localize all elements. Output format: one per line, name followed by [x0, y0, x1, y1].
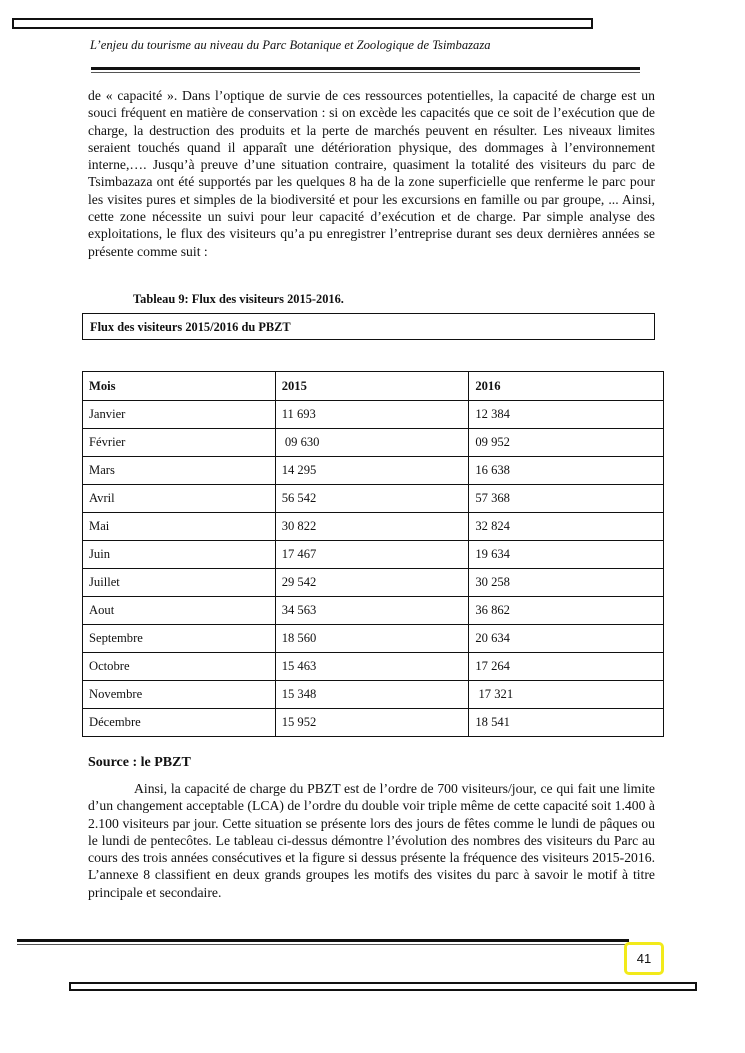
header-cell-2016: 2016: [469, 372, 664, 401]
table-row: [83, 457, 664, 485]
intro-paragraph: de « capacité ». Dans l’optique de survie de ces ressources potentielles, la capacité de charge est un souci fréquent en matière de conservation : si on excède les capacités que ce soit de l’exécution que de charge, la destruction des produits et la perte de marchés peuvent en résulter. Les niveaux limites seraient touchés quand il apparaît une détérioration physique, des dommages à l’environnement interne,…. Jusqu’à preuve d’une situation contraire, quasiment la totalité des visiteurs du parc de Tsimbazaza ont été supportés par les quelques 8 ha de la zone superficielle que renferme le parc pour les visites pures et simples de la biodiversité et pour les excursions en famille ou par groupe, ... Ainsi, cette zone nécessite un suivi pour leur capacité d’exécution et de charge. Par simple analyse des exploitations, le flux des visiteurs qu’a pu enregistrer l’entreprise durant ses deux dernières années se présente comme suit :: [88, 88, 655, 259]
table-header-row: [83, 372, 664, 401]
value-2015-cell: 56 542: [275, 485, 469, 513]
value-2016-cell: 19 634: [469, 541, 664, 569]
running-header-title: L’enjeu du tourisme au niveau du Parc Botanique et Zoologique de Tsimbazaza: [90, 38, 491, 52]
table-row: [83, 597, 664, 625]
header-frame: [12, 18, 593, 29]
value-2015-cell: 15 348: [275, 681, 469, 709]
month-cell: Mai: [83, 513, 276, 541]
month-cell: Juin: [83, 541, 276, 569]
value-2016-cell: 09 952: [469, 429, 664, 457]
value-2016-cell: 17 321: [469, 681, 664, 709]
table-row: [83, 681, 664, 709]
table-caption: Tableau 9: Flux des visiteurs 2015-2016.: [133, 292, 344, 306]
value-2015-cell: 11 693: [275, 401, 469, 429]
value-2016-cell: 18 541: [469, 709, 664, 737]
value-2015-cell: 09 630: [275, 429, 469, 457]
month-cell: Février: [83, 429, 276, 457]
value-2016-cell: 17 264: [469, 653, 664, 681]
month-cell: Novembre: [83, 681, 276, 709]
month-cell: Mars: [83, 457, 276, 485]
table-row: [83, 485, 664, 513]
value-2015-cell: 14 295: [275, 457, 469, 485]
footer-rule: [17, 939, 629, 942]
value-2016-cell: 16 638: [469, 457, 664, 485]
value-2016-cell: 20 634: [469, 625, 664, 653]
value-2015-cell: 17 467: [275, 541, 469, 569]
visitor-flow-table: [82, 371, 664, 737]
table-source: Source : le PBZT: [88, 755, 191, 770]
table-row: [83, 429, 664, 457]
table-title-box: Flux des visiteurs 2015/2016 du PBZT: [82, 313, 655, 340]
header-cell-2015: 2015: [275, 372, 469, 401]
header-rule: [91, 67, 640, 70]
month-cell: Septembre: [83, 625, 276, 653]
value-2015-cell: 18 560: [275, 625, 469, 653]
table-row: [83, 569, 664, 597]
value-2015-cell: 15 952: [275, 709, 469, 737]
month-cell: Avril: [83, 485, 276, 513]
header-rule-thin: [91, 72, 640, 73]
table-row: [83, 653, 664, 681]
value-2015-cell: 15 463: [275, 653, 469, 681]
value-2016-cell: 36 862: [469, 597, 664, 625]
table-row: [83, 625, 664, 653]
value-2016-cell: 30 258: [469, 569, 664, 597]
value-2016-cell: 32 824: [469, 513, 664, 541]
table-row: [83, 401, 664, 429]
month-cell: Octobre: [83, 653, 276, 681]
footer-rule-thin: [17, 944, 629, 945]
value-2016-cell: 57 368: [469, 485, 664, 513]
month-cell: Janvier: [83, 401, 276, 429]
table-row: [83, 541, 664, 569]
month-cell: Décembre: [83, 709, 276, 737]
footer-frame: [69, 982, 697, 991]
table-row: [83, 709, 664, 737]
month-cell: Aout: [83, 597, 276, 625]
value-2016-cell: 12 384: [469, 401, 664, 429]
table-row: [83, 513, 664, 541]
month-cell: Juillet: [83, 569, 276, 597]
closing-paragraph: Ainsi, la capacité de charge du PBZT est de l’ordre de 700 visiteurs/jour, ce qui fait une limite d’un changement acceptable (LCA) de l’ordre du double voir triple même de cette capacité soit 1.400 à 2.100 visiteurs par jour. Cette situation se présente lors des jours de fêtes comme le lundi de pâques ou le lundi de pentecôtes. Le tableau ci-dessus démontre l’évolution des nombres des visiteurs du Parc au cours des trois années consécutives et la figure si dessus présente la fréquence des visiteurs 2015-2016. L’annexe 8 classifient en deux grands groupes les motifs des visites du parc à savoir le motif à titre principale et secondaire.: [88, 781, 655, 900]
value-2015-cell: 29 542: [275, 569, 469, 597]
header-cell-month: Mois: [83, 372, 276, 401]
value-2015-cell: 34 563: [275, 597, 469, 625]
value-2015-cell: 30 822: [275, 513, 469, 541]
page-number: 41: [624, 942, 664, 975]
